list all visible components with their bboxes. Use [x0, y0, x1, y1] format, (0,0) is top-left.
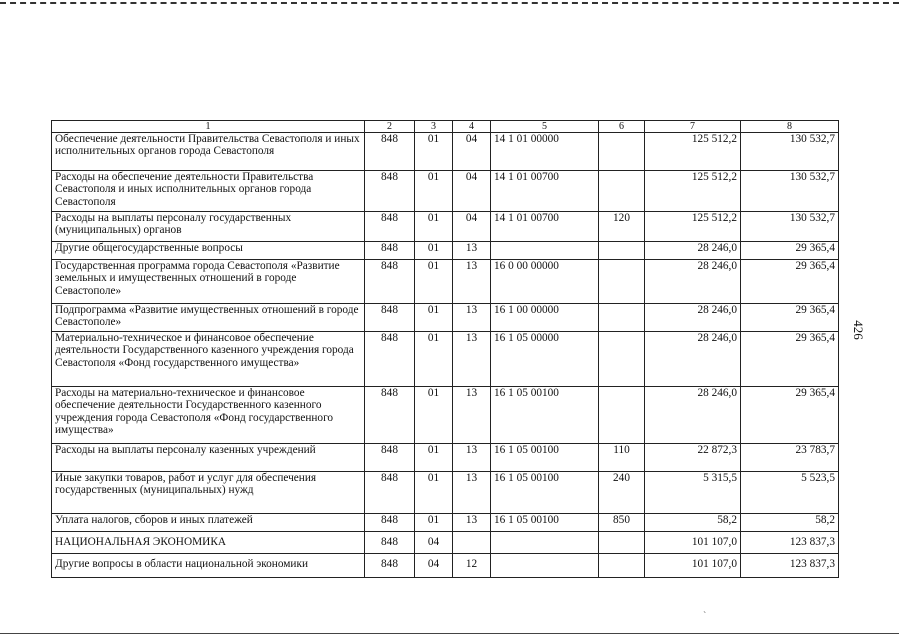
column-header-8: 8	[741, 121, 839, 133]
table-row	[52, 472, 839, 514]
target-article-cell: 16 1 05 00100	[491, 444, 599, 472]
subsection-cell: 12	[453, 554, 491, 578]
expense-type-cell	[599, 133, 645, 171]
target-article-cell: 16 1 05 00000	[491, 332, 599, 387]
sum-year2-cell: 5 523,5	[741, 472, 839, 514]
sum-year1-cell: 28 246,0	[645, 260, 741, 304]
target-article-cell: 16 1 00 00000	[491, 304, 599, 332]
subsection-cell: 13	[453, 387, 491, 444]
section-cell: 01	[415, 304, 453, 332]
sum-year2-cell: 123 837,3	[741, 532, 839, 554]
column-header-2: 2	[365, 121, 415, 133]
grbs-cell: 848	[365, 387, 415, 444]
grbs-cell: 848	[365, 242, 415, 260]
sum-year2-cell: 130 532,7	[741, 171, 839, 212]
row-name-cell: Расходы на выплаты персоналу казенных учреждений	[52, 444, 365, 472]
grbs-cell: 848	[365, 554, 415, 578]
column-header-1: 1	[52, 121, 365, 133]
row-name-cell: Обеспечение деятельности Правительства Севастополя и иных исполнительных органов города Севастополя	[52, 133, 365, 171]
subsection-cell: 13	[453, 304, 491, 332]
sum-year1-cell: 28 246,0	[645, 242, 741, 260]
sum-year2-cell: 130 532,7	[741, 133, 839, 171]
target-article-cell: 14 1 01 00700	[491, 171, 599, 212]
row-name-cell: Другие общегосударственные вопросы	[52, 242, 365, 260]
sum-year1-cell: 125 512,2	[645, 171, 741, 212]
expense-type-cell	[599, 242, 645, 260]
sum-year2-cell: 130 532,7	[741, 212, 839, 242]
target-article-cell	[491, 242, 599, 260]
grbs-cell: 848	[365, 332, 415, 387]
target-article-cell: 14 1 01 00000	[491, 133, 599, 171]
section-cell: 01	[415, 444, 453, 472]
sum-year1-cell: 125 512,2	[645, 133, 741, 171]
grbs-cell: 848	[365, 444, 415, 472]
expense-type-cell	[599, 260, 645, 304]
table-row	[52, 304, 839, 332]
sum-year1-cell: 28 246,0	[645, 332, 741, 387]
section-cell: 01	[415, 514, 453, 532]
subsection-cell: 13	[453, 332, 491, 387]
column-header-4: 4	[453, 121, 491, 133]
grbs-cell: 848	[365, 304, 415, 332]
sum-year1-cell: 22 872,3	[645, 444, 741, 472]
subsection-cell: 13	[453, 260, 491, 304]
expense-type-cell	[599, 387, 645, 444]
header-row	[52, 121, 839, 133]
expense-type-cell: 240	[599, 472, 645, 514]
row-name-cell: Государственная программа города Севастополя «Развитие земельных и имущественных отношений в городе Севастополе»	[52, 260, 365, 304]
expense-type-cell: 120	[599, 212, 645, 242]
scan-mark: `	[703, 611, 707, 622]
column-header-3: 3	[415, 121, 453, 133]
subsection-cell: 13	[453, 444, 491, 472]
table-row	[52, 554, 839, 578]
grbs-cell: 848	[365, 133, 415, 171]
expense-type-cell	[599, 171, 645, 212]
table-row	[52, 242, 839, 260]
grbs-cell: 848	[365, 212, 415, 242]
row-name-cell: Материально-техническое и финансовое обеспечение деятельности Государственного казенного учреждения города Севастополя «Фонд государственного имущества»	[52, 332, 365, 387]
expense-type-cell	[599, 332, 645, 387]
sum-year2-cell: 23 783,7	[741, 444, 839, 472]
section-cell: 01	[415, 171, 453, 212]
bottom-scan-border	[0, 633, 899, 635]
row-name-cell: Другие вопросы в области национальной экономики	[52, 554, 365, 578]
row-name-cell: Расходы на материально-техническое и финансовое обеспечение деятельности Государственного казенного учреждения города Севастополя «Фонд государственного имущества»	[52, 387, 365, 444]
sum-year2-cell: 58,2	[741, 514, 839, 532]
target-article-cell: 16 1 05 00100	[491, 514, 599, 532]
grbs-cell: 848	[365, 260, 415, 304]
table-row	[52, 212, 839, 242]
top-scan-border	[0, 2, 899, 7]
target-article-cell	[491, 532, 599, 554]
sum-year1-cell: 5 315,5	[645, 472, 741, 514]
section-cell: 01	[415, 472, 453, 514]
grbs-cell: 848	[365, 472, 415, 514]
sum-year1-cell: 28 246,0	[645, 304, 741, 332]
table-row	[52, 444, 839, 472]
section-cell: 04	[415, 554, 453, 578]
section-cell: 04	[415, 532, 453, 554]
target-article-cell: 16 1 05 00100	[491, 387, 599, 444]
row-name-cell: Уплата налогов, сборов и иных платежей	[52, 514, 365, 532]
sum-year2-cell: 29 365,4	[741, 387, 839, 444]
section-cell: 01	[415, 212, 453, 242]
target-article-cell: 16 1 05 00100	[491, 472, 599, 514]
expense-type-cell	[599, 532, 645, 554]
budget-table	[51, 120, 839, 578]
table-row	[52, 532, 839, 554]
row-name-cell: Иные закупки товаров, работ и услуг для обеспечения государственных (муниципальных) нужд	[52, 472, 365, 514]
sum-year2-cell: 29 365,4	[741, 260, 839, 304]
table-row	[52, 260, 839, 304]
sum-year1-cell: 125 512,2	[645, 212, 741, 242]
grbs-cell: 848	[365, 532, 415, 554]
sum-year2-cell: 29 365,4	[741, 242, 839, 260]
page-number: 426	[851, 320, 866, 340]
sum-year1-cell: 101 107,0	[645, 532, 741, 554]
table-row	[52, 514, 839, 532]
section-cell: 01	[415, 387, 453, 444]
subsection-cell: 04	[453, 133, 491, 171]
column-header-6: 6	[599, 121, 645, 133]
target-article-cell	[491, 554, 599, 578]
section-cell: 01	[415, 133, 453, 171]
expense-type-cell: 850	[599, 514, 645, 532]
table-row	[52, 387, 839, 444]
subsection-cell: 04	[453, 212, 491, 242]
section-cell: 01	[415, 260, 453, 304]
sum-year2-cell: 29 365,4	[741, 332, 839, 387]
row-name-cell: Расходы на выплаты персоналу государственных (муниципальных) органов	[52, 212, 365, 242]
column-header-7: 7	[645, 121, 741, 133]
expense-type-cell: 110	[599, 444, 645, 472]
subsection-cell: 13	[453, 242, 491, 260]
column-header-5: 5	[491, 121, 599, 133]
target-article-cell: 14 1 01 00700	[491, 212, 599, 242]
row-name-cell: НАЦИОНАЛЬНАЯ ЭКОНОМИКА	[52, 532, 365, 554]
subsection-cell	[453, 532, 491, 554]
sum-year1-cell: 58,2	[645, 514, 741, 532]
subsection-cell: 13	[453, 472, 491, 514]
subsection-cell: 13	[453, 514, 491, 532]
row-name-cell: Расходы на обеспечение деятельности Правительства Севастополя и иных исполнительных органов города Севастополя	[52, 171, 365, 212]
subsection-cell: 04	[453, 171, 491, 212]
row-name-cell: Подпрограмма «Развитие имущественных отношений в городе Севастополе»	[52, 304, 365, 332]
section-cell: 01	[415, 332, 453, 387]
section-cell: 01	[415, 242, 453, 260]
grbs-cell: 848	[365, 171, 415, 212]
expense-type-cell	[599, 554, 645, 578]
sum-year2-cell: 123 837,3	[741, 554, 839, 578]
table-row	[52, 171, 839, 212]
table-row	[52, 133, 839, 171]
target-article-cell: 16 0 00 00000	[491, 260, 599, 304]
sum-year2-cell: 29 365,4	[741, 304, 839, 332]
sum-year1-cell: 101 107,0	[645, 554, 741, 578]
sum-year1-cell: 28 246,0	[645, 387, 741, 444]
table-row	[52, 332, 839, 387]
grbs-cell: 848	[365, 514, 415, 532]
expense-type-cell	[599, 304, 645, 332]
